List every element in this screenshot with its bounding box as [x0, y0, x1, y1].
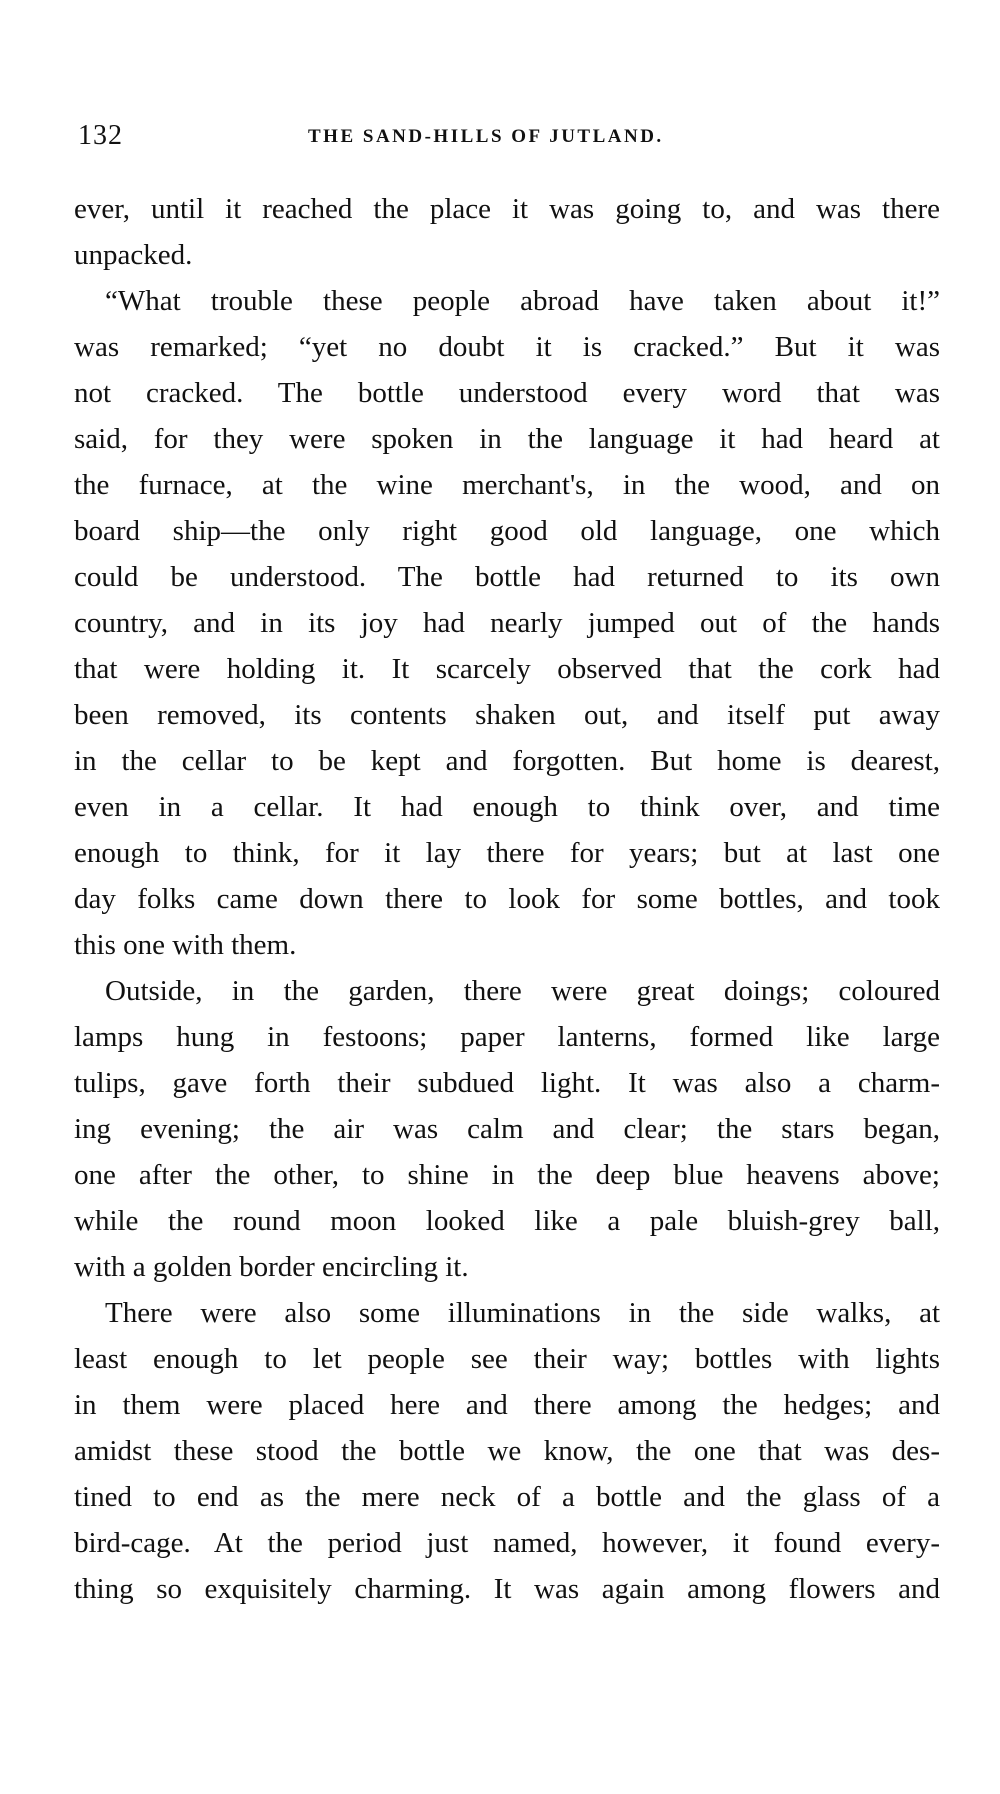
- text-line: country, and in its joy had nearly jumped out of the hands: [74, 607, 940, 639]
- text-line: while the round moon looked like a pale bluish-grey ball,: [74, 1205, 940, 1237]
- text-line: one after the other, to shine in the deep blue heavens above;: [74, 1159, 940, 1191]
- text-line: bird-cage. At the period just named, however, it found every-: [74, 1527, 940, 1559]
- text-line: tined to end as the mere neck of a bottle and the glass of a: [74, 1481, 940, 1513]
- text-line: tulips, gave forth their subdued light. It was also a charm-: [74, 1067, 940, 1099]
- text-line: the furnace, at the wine merchant's, in the wood, and on: [74, 469, 940, 501]
- text-line: with a golden border encircling it.: [74, 1251, 469, 1283]
- text-line: that were holding it. It scarcely observed that the cork had: [74, 653, 940, 685]
- text-line: in the cellar to be kept and forgotten. But home is dearest,: [74, 745, 940, 777]
- text-line: unpacked.: [74, 239, 193, 271]
- text-line: least enough to let people see their way; bottles with lights: [74, 1343, 940, 1375]
- text-line: amidst these stood the bottle we know, the one that was des-: [74, 1435, 940, 1467]
- text-line: this one with them.: [74, 929, 297, 961]
- text-line: ing evening; the air was calm and clear; the stars began,: [74, 1113, 940, 1145]
- text-line: day folks came down there to look for some bottles, and took: [74, 883, 940, 915]
- text-line: not cracked. The bottle understood every word that was: [74, 377, 940, 409]
- running-title: THE SAND-HILLS OF JUTLAND.: [308, 126, 664, 147]
- text-line: said, for they were spoken in the language it had heard at: [74, 423, 940, 455]
- text-line: was remarked; “yet no doubt it is cracked.” But it was: [74, 331, 940, 363]
- text-line: could be understood. The bottle had returned to its own: [74, 561, 940, 593]
- page-number: 132: [78, 120, 123, 151]
- text-line: in them were placed here and there among the hedges; and: [74, 1389, 940, 1421]
- text-line: lamps hung in festoons; paper lanterns, formed like large: [74, 1021, 940, 1053]
- text-line: even in a cellar. It had enough to think over, and time: [74, 791, 940, 823]
- text-line: Outside, in the garden, there were great doings; coloured: [105, 975, 940, 1007]
- text-line: enough to think, for it lay there for years; but at last one: [74, 837, 940, 869]
- text-line: been removed, its contents shaken out, and itself put away: [74, 699, 940, 731]
- text-line: ever, until it reached the place it was going to, and was there: [74, 193, 940, 225]
- text-line: thing so exquisitely charming. It was again among flowers and: [74, 1573, 940, 1605]
- running-head: [78, 120, 946, 160]
- body-text: [74, 186, 940, 1612]
- text-line: “What trouble these people abroad have taken about it!”: [105, 285, 940, 317]
- text-line: There were also some illuminations in the side walks, at: [105, 1297, 940, 1329]
- text-line: board ship—the only right good old language, one which: [74, 515, 940, 547]
